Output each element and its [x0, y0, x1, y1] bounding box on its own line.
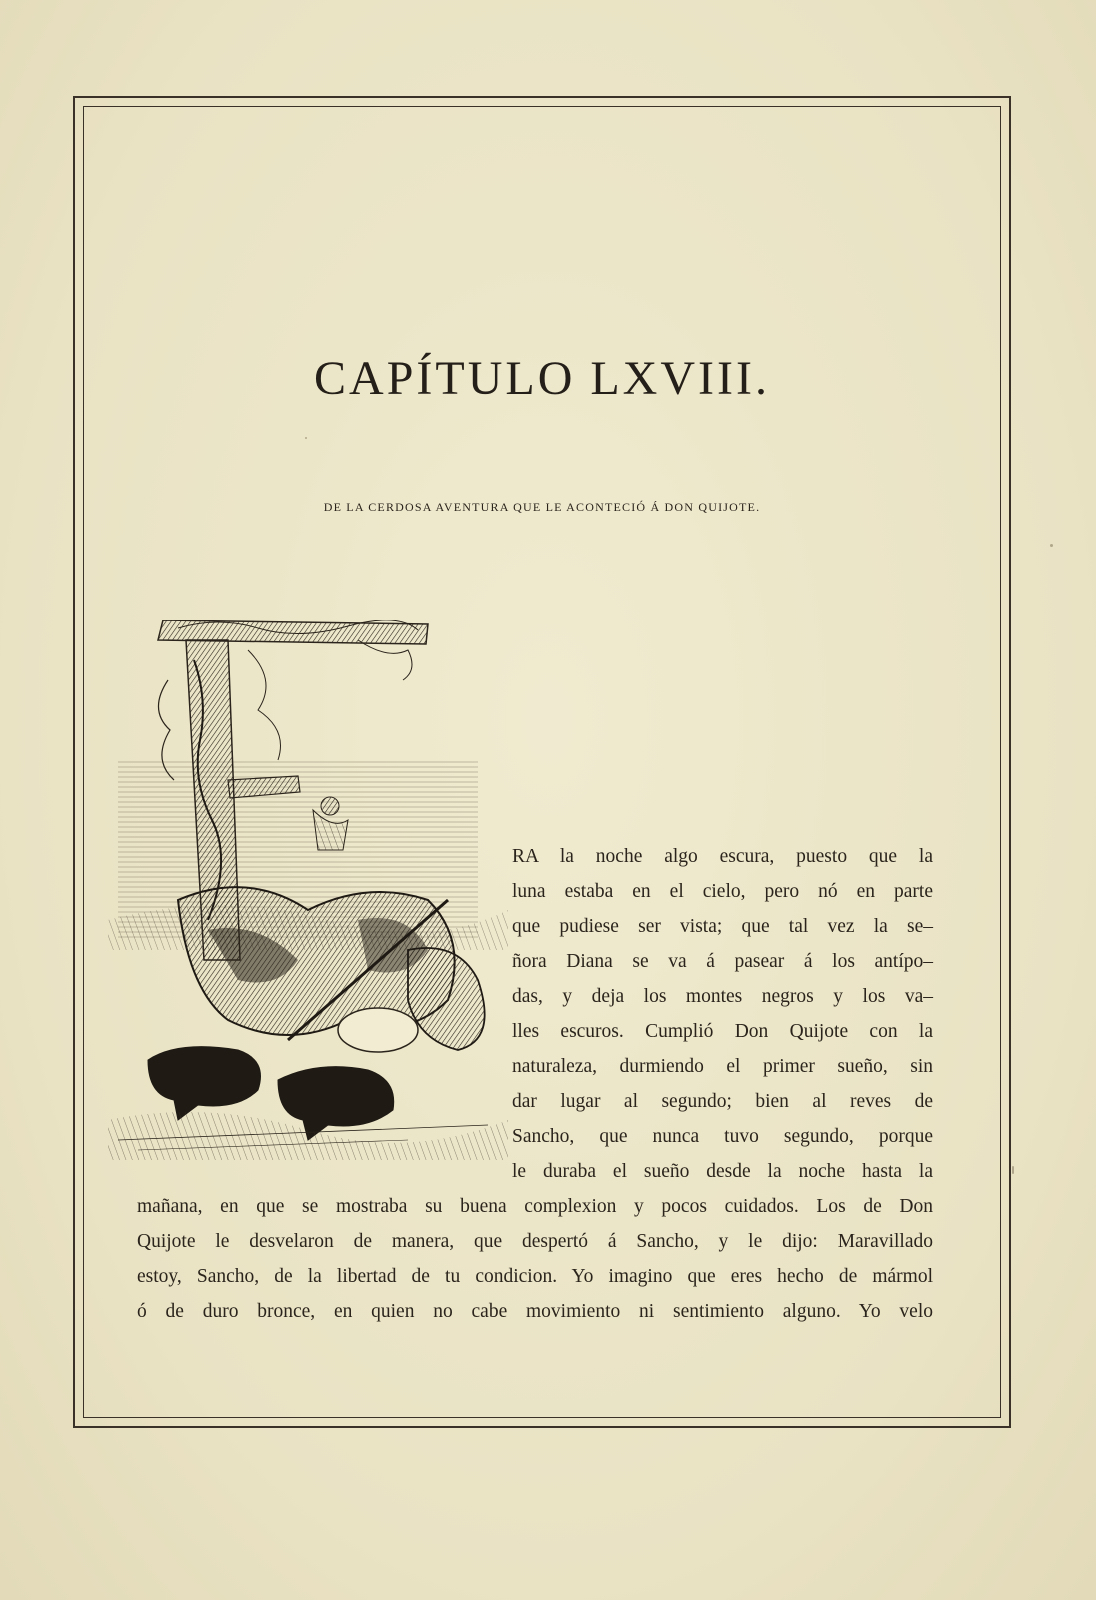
text-line-content: ñora Diana se va á pasear á los antípo–	[512, 951, 933, 972]
text-line-content: naturaleza, durmiendo el primer sueño, sin	[512, 1056, 933, 1077]
text-line	[137, 1264, 933, 1290]
text-line	[512, 1019, 933, 1045]
text-line	[512, 1159, 933, 1185]
text-line	[512, 914, 933, 940]
chapter-title: CAPÍTULO LXVIII.	[314, 352, 770, 405]
text-line	[137, 1299, 933, 1325]
text-line-content: mañana, en que se mostraba su buena complexion y pocos cuidados. Los de Don	[137, 1196, 933, 1217]
text-line	[512, 844, 933, 870]
text-line	[137, 1229, 933, 1255]
text-line-content: das, y deja los montes negros y los va–	[512, 986, 933, 1007]
text-line-content: dar lugar al segundo; bien al reves de	[512, 1091, 933, 1112]
text-line	[512, 984, 933, 1010]
text-line-content: luna estaba en el cielo, pero nó en parte	[512, 881, 933, 902]
paper-speck	[1050, 544, 1053, 547]
dropcap-e-illustration-icon	[108, 620, 508, 1180]
chapter-subtitle: DE LA CERDOSA AVENTURA QUE LE ACONTECIÓ Á DON QUIJOTE.	[323, 500, 761, 514]
text-line-content: Quijote le desvelaron de manera, que despertó á Sancho, y le dijo: Maravillado	[137, 1231, 933, 1252]
text-line-content: RA la noche algo escura, puesto que la	[512, 846, 933, 867]
text-line-content: ó de duro bronce, en quien no cabe movimiento ni sentimiento alguno. Yo velo	[137, 1301, 933, 1322]
paper-speck	[1012, 1166, 1014, 1174]
text-line-content: que pudiese ser vista; que tal vez la se–	[512, 916, 933, 937]
text-line-content: le duraba el sueño desde la noche hasta la	[512, 1161, 933, 1182]
text-line	[512, 1124, 933, 1150]
text-line	[512, 879, 933, 905]
text-line-content: Sancho, que nunca tuvo segundo, porque	[512, 1126, 933, 1147]
text-line	[137, 1194, 933, 1220]
text-line	[512, 949, 933, 975]
text-line-content: lles escuros. Cumplió Don Quijote con la	[512, 1021, 933, 1042]
paper-speck	[305, 437, 307, 439]
text-line-content: estoy, Sancho, de la libertad de tu condicion. Yo imagino que eres hecho de mármol	[137, 1266, 933, 1287]
text-line	[512, 1054, 933, 1080]
text-line	[512, 1089, 933, 1115]
